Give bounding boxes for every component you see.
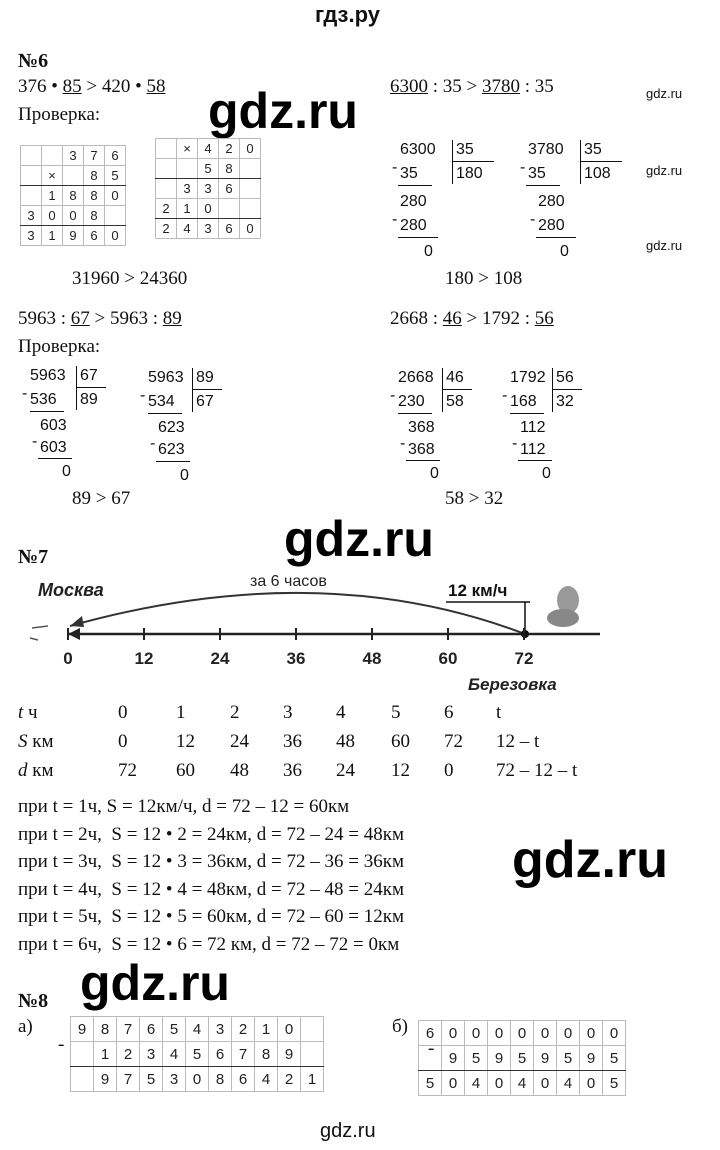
grid-digit: 5 bbox=[465, 1046, 488, 1071]
quotient: 58 bbox=[446, 393, 464, 410]
grid-digit: 9 bbox=[580, 1046, 603, 1071]
row-label: d км bbox=[18, 760, 54, 781]
grid-row bbox=[156, 139, 261, 159]
subtrahend: 35 bbox=[528, 165, 546, 182]
grid-digit: 6 bbox=[84, 226, 105, 246]
computation-line: при t = 1ч, S = 12км/ч, d = 72 – 12 = 60км bbox=[18, 796, 350, 817]
grid-digit: 9 bbox=[488, 1046, 511, 1071]
grid-digit: 6 bbox=[219, 219, 240, 239]
subtraction-grid-a bbox=[70, 1016, 324, 1092]
grid-digit: 0 bbox=[580, 1071, 603, 1096]
grid-digit: 7 bbox=[117, 1067, 140, 1092]
quotient: 180 bbox=[456, 165, 483, 182]
computation-lines bbox=[18, 796, 578, 961]
grid-digit: 0 bbox=[442, 1021, 465, 1046]
grid-digit: 4 bbox=[177, 219, 198, 239]
grid-digit: 5 bbox=[105, 166, 126, 186]
grid-digit: 9 bbox=[71, 1017, 94, 1042]
subtrahend: 603 bbox=[40, 439, 67, 456]
traveler-icon bbox=[547, 586, 579, 627]
grid-digit: 0 bbox=[488, 1071, 511, 1096]
grid-digit: 8 bbox=[84, 206, 105, 226]
grid-digit: 7 bbox=[117, 1017, 140, 1042]
table-cell: 2 bbox=[230, 702, 240, 723]
grid-digit: 0 bbox=[580, 1021, 603, 1046]
grid-digit: 6 bbox=[105, 146, 126, 166]
task6-row2-right bbox=[390, 308, 554, 330]
tick-label: 0 bbox=[63, 649, 73, 668]
grid-digit: 0 bbox=[557, 1021, 580, 1046]
subtrahend: 280 bbox=[400, 217, 427, 234]
table-cell: 36 bbox=[283, 731, 302, 752]
task8-title: №8 bbox=[18, 990, 49, 1012]
divisor: 46 bbox=[446, 369, 464, 386]
subtrahend: 168 bbox=[510, 393, 537, 410]
car-icon bbox=[30, 626, 48, 640]
computation-line: при t = 5ч, S = 12 • 5 = 60км, d = 72 – 60 = 12км bbox=[18, 906, 404, 927]
subtrahend: 280 bbox=[538, 217, 565, 234]
grid-digit: 4 bbox=[557, 1071, 580, 1096]
task6-row2-left bbox=[18, 308, 182, 330]
grid-digit: 6 bbox=[232, 1067, 255, 1092]
row-label: S км bbox=[18, 731, 54, 752]
expr-part: > 1792 : bbox=[461, 308, 535, 329]
grid-digit: 0 bbox=[278, 1017, 301, 1042]
divisor: 35 bbox=[456, 141, 474, 158]
arc-label: за 6 часов bbox=[250, 573, 327, 590]
expr-part: 376 • bbox=[18, 76, 63, 97]
grid-digit: 9 bbox=[63, 226, 84, 246]
grid-digit: 3 bbox=[21, 206, 42, 226]
table-cell: 72 – 12 – t bbox=[496, 760, 578, 781]
grid-digit: 3 bbox=[177, 179, 198, 199]
grid-digit: 9 bbox=[278, 1042, 301, 1067]
grid-digit: 0 bbox=[603, 1021, 626, 1046]
grid-digit bbox=[63, 166, 84, 186]
grid-digit: 4 bbox=[465, 1071, 488, 1096]
check-label: Проверка: bbox=[18, 104, 101, 125]
grid-digit: 2 bbox=[232, 1017, 255, 1042]
route-diagram bbox=[20, 566, 600, 696]
watermark-small: gdz.ru bbox=[646, 86, 683, 101]
grid-digit: 1 bbox=[255, 1017, 278, 1042]
expr-part: 2668 : bbox=[390, 308, 443, 329]
minus-sign: - bbox=[58, 1034, 65, 1055]
grid-digit: 2 bbox=[278, 1067, 301, 1092]
grid-row bbox=[21, 186, 126, 206]
grid-digit: 5 bbox=[603, 1046, 626, 1071]
watermark: gdz.ru bbox=[80, 955, 230, 1011]
expr-part: : 35 > bbox=[428, 76, 482, 97]
long-division-4: 5963 89 67 - 534 623 - 623 0 bbox=[148, 368, 248, 483]
divisor: 35 bbox=[584, 141, 602, 158]
grid-digit: 3 bbox=[63, 146, 84, 166]
quotient: 89 bbox=[80, 391, 98, 408]
table-cell: 24 bbox=[230, 731, 249, 752]
grid-digit: 0 bbox=[186, 1067, 209, 1092]
grid-digit: 9 bbox=[442, 1046, 465, 1071]
table-cell: 24 bbox=[336, 760, 355, 781]
grid-digit: 6 bbox=[209, 1042, 232, 1067]
remainder: 0 bbox=[180, 467, 189, 484]
minus-sign: - bbox=[428, 1038, 435, 1059]
grid-digit: 2 bbox=[156, 199, 177, 219]
grid-digit: 0 bbox=[105, 226, 126, 246]
grid-digit: 5 bbox=[140, 1067, 163, 1092]
grid-digit: 7 bbox=[232, 1042, 255, 1067]
speed-label: 12 км/ч bbox=[448, 581, 508, 600]
subtraction-grid-b bbox=[418, 1020, 626, 1096]
subtrahend: 230 bbox=[398, 393, 425, 410]
dividend: 5963 bbox=[148, 369, 184, 386]
grid-digit bbox=[240, 179, 261, 199]
table-cell: 48 bbox=[336, 731, 355, 752]
long-division-6: 1792 56 32 - 168 112 - 112 0 bbox=[510, 368, 610, 483]
grid-digit bbox=[21, 166, 42, 186]
grid-digit: 1 bbox=[42, 226, 63, 246]
dividend: 1792 bbox=[510, 369, 546, 386]
grid-digit: 5 bbox=[163, 1017, 186, 1042]
grid-digit bbox=[105, 206, 126, 226]
computation-line: при t = 3ч, S = 12 • 3 = 36км, d = 72 – 36 = 36км bbox=[18, 851, 404, 872]
grid-digit: 0 bbox=[63, 206, 84, 226]
grid-digit: 5 bbox=[186, 1042, 209, 1067]
task6-title: №6 bbox=[18, 50, 49, 72]
grid-row bbox=[71, 1042, 324, 1067]
multiplication-grid-1 bbox=[20, 145, 126, 246]
remainder-step: 368 bbox=[408, 419, 435, 436]
grid-row bbox=[21, 226, 126, 246]
expr-part: > 5963 : bbox=[89, 308, 163, 329]
grid-digit: 4 bbox=[255, 1067, 278, 1092]
grid-digit bbox=[301, 1017, 324, 1042]
grid-digit: 1 bbox=[94, 1042, 117, 1067]
comparison-result: 180 > 108 bbox=[445, 268, 523, 289]
part-b-label: б) bbox=[392, 1016, 408, 1037]
grid-digit: 6 bbox=[219, 179, 240, 199]
grid-row bbox=[21, 166, 126, 186]
subtrahend: 35 bbox=[400, 165, 418, 182]
grid-digit bbox=[219, 199, 240, 219]
expr-part: : 35 bbox=[520, 76, 554, 97]
grid-digit: 8 bbox=[219, 159, 240, 179]
remainder: 0 bbox=[560, 243, 569, 260]
grid-digit bbox=[156, 139, 177, 159]
grid-digit: 5 bbox=[419, 1071, 442, 1096]
multiplication-grid-2 bbox=[155, 138, 261, 239]
grid-digit: 1 bbox=[177, 199, 198, 219]
grid-digit: 9 bbox=[94, 1067, 117, 1092]
remainder-step: 280 bbox=[538, 193, 565, 210]
grid-digit: 2 bbox=[117, 1042, 140, 1067]
subtrahend: 623 bbox=[158, 441, 185, 458]
grid-row bbox=[156, 179, 261, 199]
computation-line: при t = 6ч, S = 12 • 6 = 72 км, d = 72 – 72 = 0км bbox=[18, 933, 400, 955]
table-cell: 0 bbox=[118, 731, 128, 752]
grid-digit: 4 bbox=[198, 139, 219, 159]
expr-underlined: 46 bbox=[442, 308, 462, 329]
grid-row bbox=[156, 219, 261, 239]
comparison-result: 58 > 32 bbox=[445, 488, 504, 509]
grid-digit: 5 bbox=[557, 1046, 580, 1071]
subtrahend: 112 bbox=[520, 441, 546, 458]
table-cell: 6 bbox=[444, 702, 454, 723]
grid-digit: 0 bbox=[465, 1021, 488, 1046]
grid-digit bbox=[21, 146, 42, 166]
grid-digit bbox=[419, 1046, 442, 1071]
table-cell: 72 bbox=[444, 731, 463, 752]
grid-digit: 8 bbox=[84, 166, 105, 186]
expr-underlined: 85 bbox=[62, 76, 82, 97]
grid-digit: 6 bbox=[140, 1017, 163, 1042]
table-cell: 12 – t bbox=[496, 731, 540, 752]
grid-digit: × bbox=[177, 139, 198, 159]
grid-digit: 5 bbox=[198, 159, 219, 179]
site-footer: gdz.ru bbox=[320, 1120, 376, 1142]
quotient: 32 bbox=[556, 393, 574, 410]
watermark-small: gdz.ru bbox=[646, 163, 683, 178]
grid-digit: 0 bbox=[442, 1071, 465, 1096]
table-cell: 48 bbox=[230, 760, 249, 781]
grid-digit: 8 bbox=[84, 186, 105, 206]
tick-label: 24 bbox=[210, 649, 230, 668]
grid-digit: 3 bbox=[198, 179, 219, 199]
grid-digit: 7 bbox=[84, 146, 105, 166]
task7-title: №7 bbox=[18, 546, 49, 568]
expr-underlined: 6300 bbox=[390, 76, 428, 97]
dividend: 6300 bbox=[400, 141, 436, 158]
grid-digit: 3 bbox=[209, 1017, 232, 1042]
grid-digit: 3 bbox=[140, 1042, 163, 1067]
grid-row bbox=[71, 1067, 324, 1092]
grid-row bbox=[419, 1046, 626, 1071]
remainder: 0 bbox=[542, 465, 551, 482]
watermark: gdz.ru bbox=[512, 831, 668, 889]
values-table bbox=[18, 702, 638, 792]
grid-row bbox=[21, 206, 126, 226]
row-label: t ч bbox=[18, 702, 38, 723]
expr-underlined: 67 bbox=[70, 308, 90, 329]
grid-digit bbox=[301, 1042, 324, 1067]
grid-row bbox=[21, 146, 126, 166]
grid-digit: 3 bbox=[163, 1067, 186, 1092]
grid-digit: 4 bbox=[511, 1071, 534, 1096]
grid-digit bbox=[240, 159, 261, 179]
expr-underlined: 3780 bbox=[482, 76, 520, 97]
grid-digit: 4 bbox=[163, 1042, 186, 1067]
grid-digit: 1 bbox=[301, 1067, 324, 1092]
grid-row bbox=[419, 1071, 626, 1096]
dividend: 2668 bbox=[398, 369, 434, 386]
watermark: gdz.ru bbox=[208, 83, 358, 139]
subtrahend: 534 bbox=[148, 393, 175, 410]
table-cell: 0 bbox=[444, 760, 454, 781]
grid-digit: 9 bbox=[534, 1046, 557, 1071]
remainder-step: 603 bbox=[40, 417, 67, 434]
divisor: 56 bbox=[556, 369, 574, 386]
grid-digit: × bbox=[42, 166, 63, 186]
grid-digit: 3 bbox=[21, 226, 42, 246]
expr-underlined: 89 bbox=[162, 308, 182, 329]
grid-digit: 2 bbox=[219, 139, 240, 159]
table-cell: 3 bbox=[283, 702, 293, 723]
tick-label: 12 bbox=[134, 649, 154, 668]
computation-line: при t = 4ч, S = 12 • 4 = 48км, d = 72 – 48 = 24км bbox=[18, 878, 404, 900]
remainder-step: 280 bbox=[400, 193, 427, 210]
table-cell: 12 bbox=[391, 760, 410, 781]
grid-row bbox=[156, 199, 261, 219]
dividend: 5963 bbox=[30, 367, 66, 384]
remainder: 0 bbox=[62, 463, 71, 480]
grid-digit: 4 bbox=[186, 1017, 209, 1042]
city-berezovka-label: Березовка bbox=[468, 675, 557, 694]
grid-digit: 8 bbox=[209, 1067, 232, 1092]
table-cell: 60 bbox=[391, 731, 410, 752]
tick-label: 60 bbox=[438, 649, 458, 668]
grid-digit bbox=[71, 1042, 94, 1067]
grid-digit: 8 bbox=[63, 186, 84, 206]
table-cell: 60 bbox=[176, 760, 195, 781]
grid-digit: 0 bbox=[511, 1021, 534, 1046]
divisor: 67 bbox=[80, 367, 98, 384]
grid-row bbox=[156, 159, 261, 179]
part-a-label: а) bbox=[18, 1016, 33, 1037]
table-cell: 0 bbox=[118, 702, 128, 723]
grid-row bbox=[419, 1021, 626, 1046]
long-division-3: 5963 67 89 - 536 603 - 603 0 bbox=[30, 366, 130, 481]
grid-digit bbox=[240, 199, 261, 219]
grid-digit: 5 bbox=[511, 1046, 534, 1071]
grid-row bbox=[71, 1017, 324, 1042]
task6-row1-left bbox=[18, 76, 166, 98]
computation-line: при t = 2ч, S = 12 • 2 = 24км, d = 72 – 24 = 48км bbox=[18, 823, 404, 845]
grid-digit bbox=[42, 146, 63, 166]
expr-underlined: 58 bbox=[146, 76, 166, 97]
comparison-result: 89 > 67 bbox=[72, 488, 131, 509]
quotient: 108 bbox=[584, 165, 611, 182]
grid-digit bbox=[156, 159, 177, 179]
long-division-2: 3780 35 108 - 35 280 - 280 0 bbox=[526, 140, 636, 260]
remainder-step: 623 bbox=[158, 419, 185, 436]
tick-label: 48 bbox=[362, 649, 382, 668]
grid-digit: 0 bbox=[105, 186, 126, 206]
watermark-small: gdz.ru bbox=[646, 238, 683, 253]
grid-digit: 1 bbox=[42, 186, 63, 206]
subtrahend: 536 bbox=[30, 391, 57, 408]
table-cell: 12 bbox=[176, 731, 195, 752]
number-line-arrow-left bbox=[68, 628, 80, 640]
check-label: Проверка: bbox=[18, 336, 101, 357]
city-moscow-label: Москва bbox=[38, 580, 104, 600]
divisor: 89 bbox=[196, 369, 214, 386]
grid-digit: 8 bbox=[94, 1017, 117, 1042]
long-division-5: 2668 46 58 - 230 368 - 368 0 bbox=[398, 368, 498, 483]
task6-row1-right bbox=[390, 76, 554, 98]
grid-digit: 0 bbox=[534, 1021, 557, 1046]
grid-digit: 6 bbox=[419, 1021, 442, 1046]
grid-digit: 2 bbox=[156, 219, 177, 239]
grid-digit bbox=[21, 186, 42, 206]
grid-digit: 3 bbox=[198, 219, 219, 239]
grid-digit: 0 bbox=[240, 139, 261, 159]
remainder: 0 bbox=[430, 465, 439, 482]
grid-digit: 0 bbox=[534, 1071, 557, 1096]
table-cell: 1 bbox=[176, 702, 186, 723]
quotient: 67 bbox=[196, 393, 214, 410]
tick-label: 72 bbox=[514, 649, 534, 668]
grid-digit: 0 bbox=[240, 219, 261, 239]
grid-digit bbox=[71, 1067, 94, 1092]
remainder-step: 112 bbox=[520, 419, 546, 436]
arc-arrowhead bbox=[70, 616, 84, 627]
table-cell: 4 bbox=[336, 702, 346, 723]
watermark: gdz.ru bbox=[284, 511, 434, 567]
grid-digit: 5 bbox=[603, 1071, 626, 1096]
comparison-result: 31960 > 24360 bbox=[72, 268, 188, 289]
expr-part: 5963 : bbox=[18, 308, 71, 329]
table-cell: 72 bbox=[118, 760, 137, 781]
table-cell: 36 bbox=[283, 760, 302, 781]
grid-digit: 8 bbox=[255, 1042, 278, 1067]
site-header: гдз.ру bbox=[315, 2, 380, 27]
subtrahend: 368 bbox=[408, 441, 435, 458]
long-division-1: 6300 35 180 - 35 280 - 280 0 bbox=[398, 140, 508, 260]
grid-digit: 0 bbox=[198, 199, 219, 219]
table-cell: 5 bbox=[391, 702, 401, 723]
expr-underlined: 56 bbox=[534, 308, 554, 329]
grid-digit: 0 bbox=[488, 1021, 511, 1046]
table-cell: t bbox=[496, 702, 502, 723]
expr-part: > 420 • bbox=[81, 76, 147, 97]
tick-label: 36 bbox=[286, 649, 306, 668]
grid-digit bbox=[177, 159, 198, 179]
remainder: 0 bbox=[424, 243, 433, 260]
dividend: 3780 bbox=[528, 141, 564, 158]
grid-digit bbox=[156, 179, 177, 199]
grid-digit: 0 bbox=[42, 206, 63, 226]
